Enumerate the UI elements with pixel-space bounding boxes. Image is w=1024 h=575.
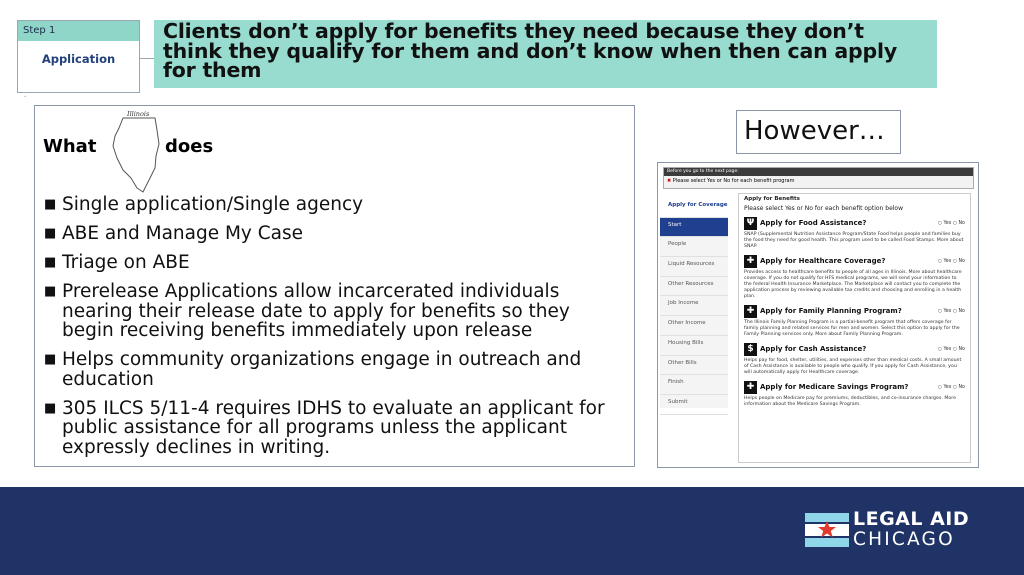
benefit-option (744, 342, 965, 376)
yes-no-radio[interactable]: ○ Yes ○ No (937, 220, 965, 226)
content-box (34, 105, 635, 467)
yes-no-radio[interactable]: ○ Yes ○ No (937, 258, 965, 264)
benefit-description: Helps pay for food, shelter, utilities, and expenses other than medical costs. A small amount of Cash Assistance is available to people who qualify. If you apply for Cash Assistance, you will automatically apply for Healthcare coverage. (744, 358, 962, 375)
sidebar-item-submit[interactable]: Submit (660, 395, 728, 415)
chicago-star-logo-icon (805, 513, 849, 547)
error-panel (663, 167, 974, 189)
does-label: does (165, 136, 214, 157)
benefit-title: Apply for Medicare Savings Program? (760, 383, 909, 391)
medical-cross-icon: ✚ (744, 305, 757, 318)
sidebar-item-other-bills[interactable]: Other Bills (660, 356, 728, 376)
benefit-description: SNAP (Supplemental Nutrition Assistance Program/State Food helps people and families buy the food they need for good health. This program used to be called Food Stamps. More about SNAP. (744, 232, 964, 249)
benefit-option (744, 380, 965, 408)
logo-line-1: LEGAL AID (853, 508, 970, 530)
abe-sidebar (660, 198, 728, 408)
list-item: ■ Prerelease Applications allow incarcerated individuals nearing their release date to apply for benefits so they begin receiving benefits immediately upon release (44, 281, 570, 341)
form-legend: Apply for Benefits (744, 196, 800, 202)
benefits-form (738, 193, 971, 463)
benefit-option (744, 304, 965, 338)
list-item: ■ Helps community organizations engage in outreach and education (44, 349, 582, 390)
benefit-title: Apply for Cash Assistance? (760, 345, 867, 353)
sidebar-item-job-income[interactable]: Job Income (660, 296, 728, 316)
bullet-list (43, 195, 623, 467)
illinois-map-icon (107, 108, 167, 194)
sidebar-item-housing-bills[interactable]: Housing Bills (660, 336, 728, 356)
error-bar: Before you go to the next page: (664, 168, 973, 176)
form-prompt: Please select Yes or No for each benefit option below (744, 205, 904, 212)
error-message: ✖ Please select Yes or No for each benefit program (667, 178, 795, 184)
dollar-icon: $ (744, 343, 757, 356)
medical-cross-icon: ✚ (744, 381, 757, 394)
yes-no-radio[interactable]: ○ Yes ○ No (937, 308, 965, 314)
sidebar-item-other-income[interactable]: Other Income (660, 316, 728, 336)
yes-no-radio[interactable]: ○ Yes ○ No (937, 346, 965, 352)
sidebar-item-liquid-resources[interactable]: Liquid Resources (660, 257, 728, 277)
sidebar-item-start[interactable]: Start (660, 218, 728, 238)
error-icon: ✖ (667, 178, 672, 184)
divider-mark: • (24, 94, 27, 99)
sidebar-item-other-resources[interactable]: Other Resources (660, 277, 728, 297)
sidebar-item-people[interactable]: People (660, 237, 728, 257)
list-item: ■ ABE and Manage My Case (44, 223, 304, 244)
connector-line (140, 58, 154, 59)
yes-no-radio[interactable]: ○ Yes ○ No (937, 384, 965, 390)
fork-knife-icon: Ψ (744, 217, 757, 230)
slide-title: Clients don’t apply for benefits they need because they don’t think they qualify for them and don’t know when then can apply for them (163, 19, 897, 82)
benefit-title: Apply for Family Planning Program? (760, 307, 902, 315)
step-label: Step 1 (18, 21, 139, 41)
sidebar-item-finish[interactable]: Finish (660, 375, 728, 395)
benefit-title: Apply for Healthcare Coverage? (760, 257, 886, 265)
list-item: ■ 305 ILCS 5/11-4 requires IDHS to evaluate an applicant for public assistance for all programs unless the applicant expressly declines in writing. (44, 397, 605, 458)
logo-line-2: CHICAGO (853, 529, 955, 550)
map-label: Illinois (127, 110, 150, 118)
step-box (17, 20, 140, 93)
benefit-option (744, 216, 965, 250)
benefit-description: The Illinois Family Planning Program is a partial-benefit program that offers coverage for family planning and related services for men and women. Select this option to apply for the Family Planning services only. More about Family Planning Program. (744, 320, 960, 337)
sidebar-heading: Apply for Coverage (660, 198, 728, 218)
benefit-description: Provides access to healthcare benefits to people of all ages in Illinois. More about healthcare coverage. If you do not qualify for HFS medical programs, we will send your information to the federal Health Insurance Marketplace. The Marketplace will contact you to complete the application process by reviewing available tax credits and choosing and enrolling in a health plan. (744, 270, 962, 299)
step-name: Application (41, 52, 116, 66)
medical-cross-icon: ✚ (744, 255, 757, 268)
what-label: What (43, 136, 97, 157)
however-label: However… (736, 110, 901, 154)
logo-wordmark (853, 509, 969, 550)
list-item: ■ Single application/Single agency (44, 194, 364, 215)
benefit-description: Helps people on Medicare pay for premiums, deductibles, and co-insurance charges. More information about the Medicare Savings Program. (744, 396, 956, 407)
title-banner (154, 20, 937, 88)
benefit-title: Apply for Food Assistance? (760, 219, 867, 227)
list-item: ■ Triage on ABE (44, 252, 190, 273)
benefit-option (744, 254, 965, 300)
abe-screenshot (657, 162, 979, 468)
